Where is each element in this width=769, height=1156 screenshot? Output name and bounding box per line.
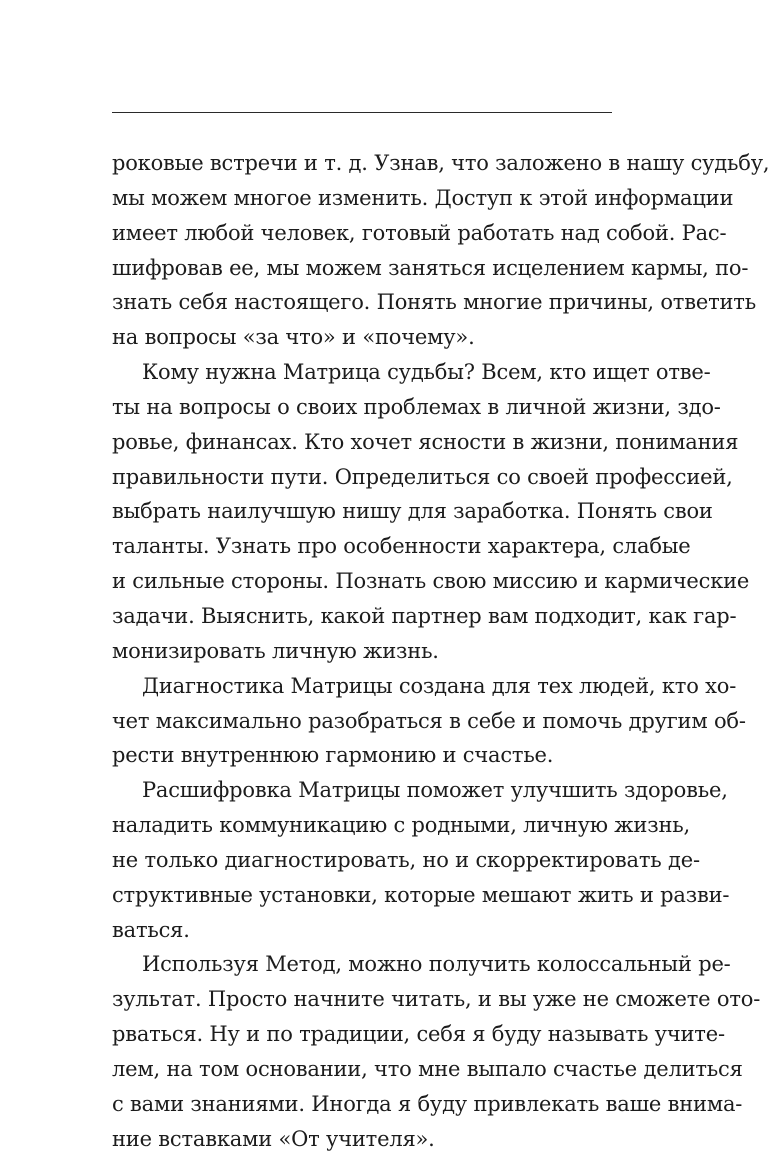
text-line: роковые встречи и т. д. Узнав, что заложено в нашу судьбу, [112, 151, 769, 175]
text-line: монизировать личную жизнь. [112, 638, 439, 663]
text-line: на вопросы «за что» и «почему». [112, 325, 475, 350]
text-line: ваться. [112, 917, 190, 942]
text-line: рваться. Ну и по традиции, себя я буду называть учите- [112, 1022, 725, 1047]
text-line: правильности пути. Определиться со своей профессией, [112, 464, 733, 489]
text-line: Диагностика Матрицы создана для тех людей, кто хо- [142, 673, 737, 698]
text-line: ты на вопросы о своих проблемах в личной жизни, здо- [112, 394, 721, 419]
text-line: задачи. Выяснить, какой партнер вам подходит, как гар- [112, 603, 737, 628]
text-line: имеет любой человек, готовый работать над собой. Рас- [112, 220, 727, 245]
text-line: наладить коммуникацию с родными, личную жизнь, [112, 813, 690, 838]
paragraph [112, 773, 730, 947]
body-text [112, 146, 769, 1156]
paragraph [112, 669, 746, 774]
text-line: лем, на том основании, что мне выпало счастье делиться [112, 1056, 743, 1081]
text-line: ние вставками «От учителя». [112, 1126, 435, 1151]
text-line: мы можем многое изменить. Доступ к этой информации [112, 185, 734, 210]
paragraph [112, 355, 750, 669]
text-line: зультат. Просто начните читать, и вы уже не сможете ото- [112, 987, 761, 1012]
text-line: выбрать наилучшую нишу для заработка. Понять свои [112, 499, 713, 524]
text-line: чет максимально разобраться в себе и помочь другим об- [112, 708, 746, 733]
text-line: с вами знаниями. Иногда я буду привлекать ваше внима- [112, 1091, 743, 1116]
paragraph [112, 947, 761, 1156]
text-line: таланты. Узнать про особенности характера, слабые [112, 534, 691, 559]
header-rule [112, 112, 612, 113]
text-line: Кому нужна Матрица судьбы? Всем, кто ищет отве- [142, 360, 711, 385]
text-line: структивные установки, которые мешают жить и разви- [112, 882, 730, 907]
text-line: рести внутреннюю гармонию и счастье. [112, 743, 554, 768]
text-line: знать себя настоящего. Понять многие причины, ответить [112, 290, 756, 315]
text-line: не только диагностировать, но и скорректировать де- [112, 847, 700, 872]
text-line: Используя Метод, можно получить колоссальный ре- [142, 952, 731, 977]
text-line: ровье, финансах. Кто хочет ясности в жизни, понимания [112, 429, 739, 454]
text-line: и сильные стороны. Познать свою миссию и кармические [112, 569, 750, 594]
paragraph [112, 146, 769, 355]
text-line: Расшифровка Матрицы поможет улучшить здоровье, [142, 778, 728, 803]
text-line: шифровав ее, мы можем заняться исцелением кармы, по- [112, 255, 749, 280]
